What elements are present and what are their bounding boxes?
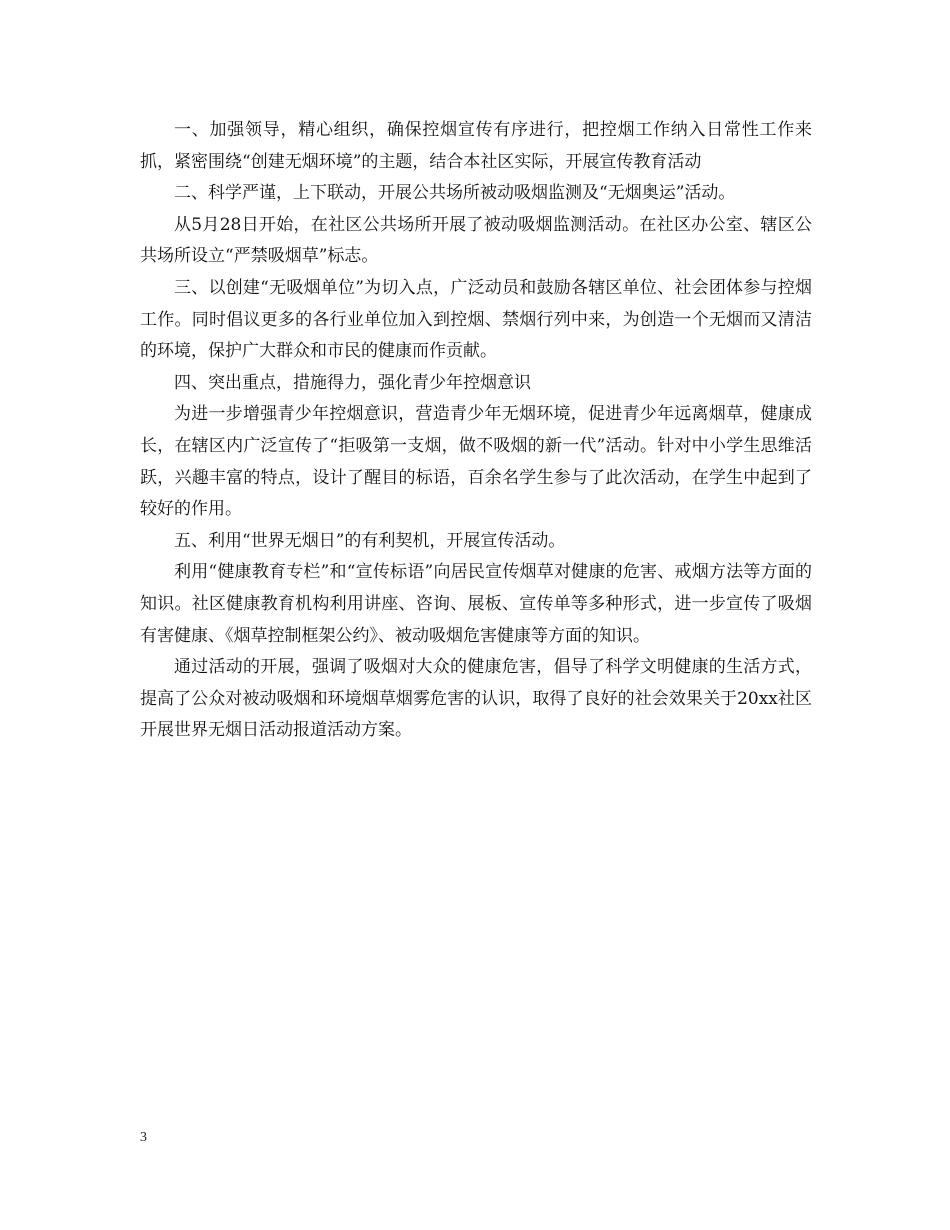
paragraph-6: 为进一步增强青少年控烟意识，营造青少年无烟环境，促进青少年远离烟草，健康成长，在辖区内广泛宣传了“拒吸第一支烟，做不吸烟的新一代”活动。针对中小学生思维活跃，兴趣丰富的特点，设计了醒目的标语，百余名学生参与了此次活动，在学生中起到了较好的作用。 (140, 404, 812, 520)
page-number: 3 (140, 1130, 147, 1145)
paragraph-2: 二、科学严谨，上下联动，开展公共场所被动吸烟监测及“无烟奥运”活动。 (174, 183, 736, 204)
paragraph-3: 从5月28日开始，在社区公共场所开展了被动吸烟监测活动。在社区办公室、辖区公共场所设立“严禁吸烟草”标志。 (140, 214, 812, 267)
paragraph-8: 利用“健康教育专栏”和“宣传标语”向居民宣传烟草对健康的危害、戒烟方法等方面的知识。社区健康教育机构利用讲座、咨询、展板、宣传单等多种形式，进一步宣传了吸烟有害健康、《烟草控制框架公约》、被动吸烟危害健康等方面的知识。 (140, 562, 812, 646)
paragraph-9: 通过活动的开展，强调了吸烟对大众的健康危害，倡导了科学文明健康的生活方式，提高了公众对被动吸烟和环境烟草烟雾危害的认识，取得了良好的社会效果关于20xx社区开展世界无烟日活动报道活动方案。 (140, 657, 812, 741)
paragraph-4: 三、以创建“无吸烟单位”为切入点，广泛动员和鼓励各辖区单位、社会团体参与控烟工作。同时倡议更多的各行业单位加入到控烟、禁烟行列中来，为创造一个无烟而又清洁的环境，保护广大群众和市民的健康而作贡献。 (140, 277, 812, 362)
document-body (140, 115, 812, 747)
paragraph-1: 一、加强领导，精心组织，确保控烟宣传有序进行，把控烟工作纳入日常性工作来抓，紧密围绕“创建无烟环境”的主题，结合本社区实际，开展宣传教育活动 (140, 120, 812, 172)
paragraph-5: 四、突出重点，措施得力，强化青少年控烟意识 (174, 372, 531, 393)
paragraph-7: 五、利用“世界无烟日”的有利契机，开展宣传活动。 (174, 530, 566, 551)
